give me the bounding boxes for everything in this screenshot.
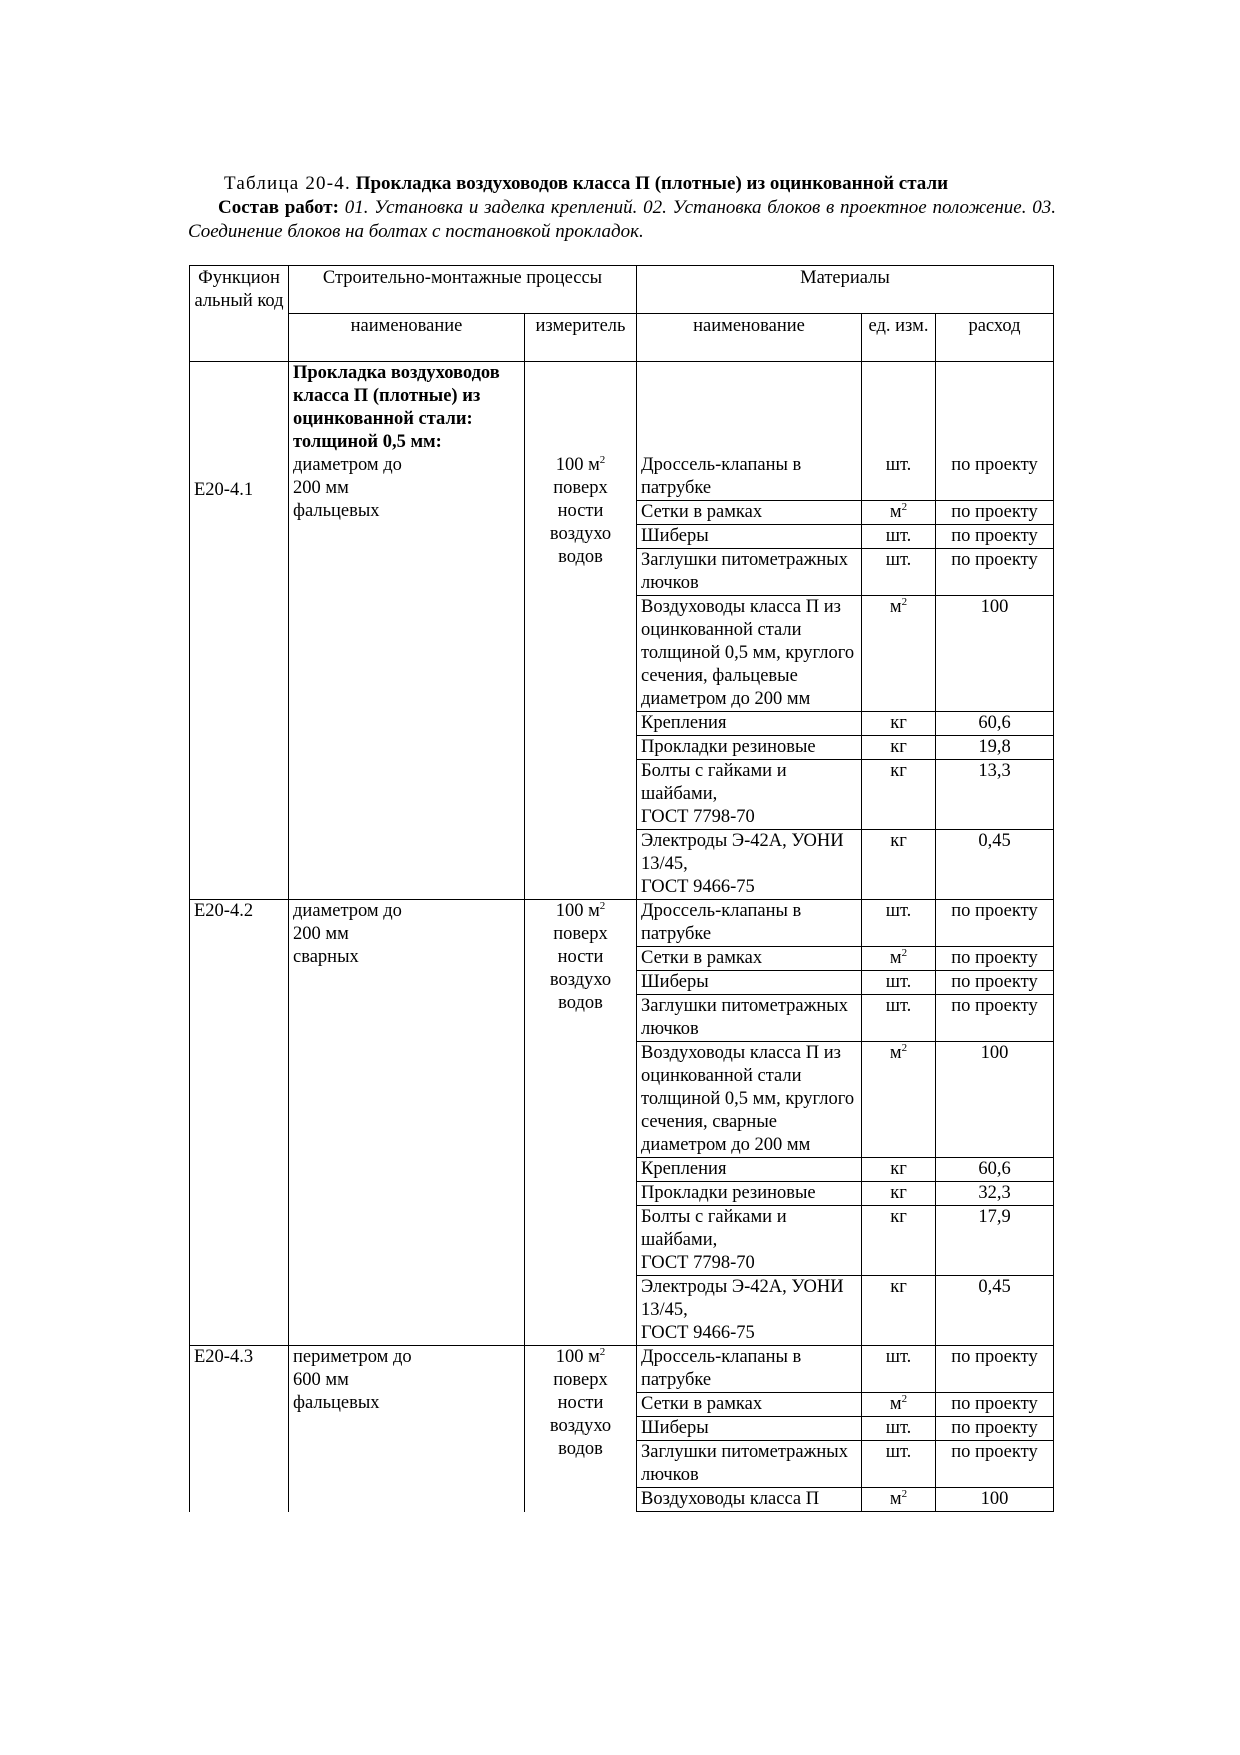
amount-text: по проекту — [951, 455, 1038, 475]
meter — [525, 900, 637, 1346]
meter-rest: поверх ности воздухо водов — [549, 924, 612, 1013]
material-amount — [936, 1488, 1054, 1512]
material-name-text: Болты с гайками и шайбами, ГОСТ 7798-70 — [641, 761, 787, 827]
amount-text: 100 — [980, 597, 1009, 617]
unit-sup: 2 — [901, 595, 908, 608]
material-name-text: Сетки в рамках — [641, 502, 763, 522]
material-amount — [936, 362, 1054, 501]
unit-sup: 2 — [901, 946, 908, 959]
unit-text: м — [889, 1043, 902, 1063]
material-name — [637, 760, 862, 830]
amount-text: 100 — [980, 1489, 1009, 1509]
meter-sup: 2 — [599, 899, 606, 912]
amount-text: 60,6 — [978, 713, 1011, 733]
unit-text: шт. — [885, 455, 912, 475]
work-composition-label: Состав работ: — [218, 197, 339, 218]
material-name-text: Электроды Э-42А, УОНИ 13/45, ГОСТ 9466-75 — [641, 831, 844, 897]
material-unit — [862, 525, 936, 549]
table-title: Прокладка воздуховодов класса П (плотные) из оцинкованной стали — [355, 173, 949, 194]
material-name — [637, 712, 862, 736]
unit-text: м — [889, 1489, 902, 1509]
unit-text: кг — [890, 1159, 907, 1179]
amount-text: по проекту — [951, 996, 1038, 1016]
material-amount — [936, 501, 1054, 525]
amount-text: 17,9 — [978, 1207, 1011, 1227]
amount-text: по проекту — [951, 550, 1038, 570]
func-code: Е20-4.1 — [190, 362, 289, 900]
materials-table — [189, 265, 1054, 1512]
material-name-text: Заглушки питометражных лючков — [641, 550, 848, 593]
material-name — [637, 1488, 862, 1512]
material-name — [637, 1158, 862, 1182]
unit-text: кг — [890, 761, 907, 781]
material-amount — [936, 596, 1054, 712]
material-unit — [862, 947, 936, 971]
material-name — [637, 1042, 862, 1158]
material-amount — [936, 971, 1054, 995]
material-unit — [862, 596, 936, 712]
process-name — [289, 362, 525, 900]
amount-text: 60,6 — [978, 1159, 1011, 1179]
table-row — [190, 900, 1054, 947]
process-name-text: диаметром до 200 мм фальцевых — [293, 455, 402, 521]
process-name — [289, 1346, 525, 1512]
unit-sup: 2 — [901, 1041, 908, 1054]
process-name-text: диаметром до 200 мм сварных — [293, 901, 402, 967]
material-unit — [862, 995, 936, 1042]
amount-text: по проекту — [951, 1418, 1038, 1438]
amount-text: 100 — [980, 1043, 1009, 1063]
material-amount — [936, 1182, 1054, 1206]
material-amount — [936, 1206, 1054, 1276]
amount-text: по проекту — [951, 502, 1038, 522]
material-unit — [862, 900, 936, 947]
meter-value: 100 м — [555, 1347, 600, 1367]
amount-text: по проекту — [951, 1394, 1038, 1414]
table-caption — [188, 172, 1056, 244]
material-unit — [862, 1393, 936, 1417]
meter-rest: поверх ности воздухо водов — [549, 478, 612, 567]
unit-text: м — [889, 948, 902, 968]
material-name-text: Воздуховоды класса П — [641, 1489, 820, 1509]
material-name-text: Дроссель-клапаны в патрубке — [641, 901, 802, 944]
material-unit — [862, 760, 936, 830]
amount-text: 19,8 — [978, 737, 1011, 757]
material-name-text: Прокладки резиновые — [641, 737, 816, 757]
material-amount — [936, 712, 1054, 736]
material-amount — [936, 1441, 1054, 1488]
material-name — [637, 736, 862, 760]
material-name — [637, 1441, 862, 1488]
material-unit — [862, 830, 936, 900]
material-name — [637, 995, 862, 1042]
process-name — [289, 900, 525, 1346]
material-unit — [862, 1182, 936, 1206]
unit-sup: 2 — [901, 1392, 908, 1405]
material-name-text: Шиберы — [641, 1418, 709, 1438]
header-consumption: расход — [936, 314, 1054, 362]
amount-text: по проекту — [951, 1347, 1038, 1367]
work-composition-text: 01. Установка и заделка креплений. 02. Установка блоков в проектное положение. 03. Соединение блоков на болтах с постановкой прокладок. — [188, 197, 1056, 242]
table-row — [190, 1346, 1054, 1393]
unit-text: кг — [890, 831, 907, 851]
amount-text: 0,45 — [978, 831, 1011, 851]
unit-text: м — [889, 502, 902, 522]
meter — [525, 1346, 637, 1512]
amount-text: по проекту — [951, 948, 1038, 968]
meter-value: 100 м — [555, 455, 600, 475]
header-materials: Материалы — [637, 266, 1054, 314]
header-unit: ед. изм. — [862, 314, 936, 362]
material-name-text: Болты с гайками и шайбами, ГОСТ 7798-70 — [641, 1207, 787, 1273]
header-meter: измеритель — [525, 314, 637, 362]
header-processes: Строительно-монтажные процессы — [289, 266, 637, 314]
material-name — [637, 1182, 862, 1206]
func-code: Е20-4.2 — [190, 900, 289, 1346]
meter — [525, 362, 637, 900]
unit-sup: 2 — [901, 500, 908, 513]
unit-text: шт. — [885, 550, 912, 570]
material-name-text: Шиберы — [641, 972, 709, 992]
material-name-text: Шиберы — [641, 526, 709, 546]
amount-text: по проекту — [951, 526, 1038, 546]
meter-sup: 2 — [599, 453, 606, 466]
table-number: Таблица 20-4. — [224, 173, 351, 194]
material-name — [637, 971, 862, 995]
unit-text: м — [889, 1394, 902, 1414]
material-unit — [862, 1276, 936, 1346]
unit-text: кг — [890, 1183, 907, 1203]
material-amount — [936, 1158, 1054, 1182]
material-unit — [862, 712, 936, 736]
caption-line — [188, 172, 1056, 196]
material-name-text: Крепления — [641, 1159, 727, 1179]
material-name-text: Дроссель-клапаны в патрубке — [641, 1347, 802, 1390]
material-unit — [862, 549, 936, 596]
unit-text: шт. — [885, 901, 912, 921]
material-name-text: Заглушки питометражных лючков — [641, 996, 848, 1039]
material-name — [637, 947, 862, 971]
material-name-text: Сетки в рамках — [641, 1394, 763, 1414]
material-unit — [862, 1158, 936, 1182]
material-name-text: Воздуховоды класса П из оцинкованной стали толщиной 0,5 мм, круглого сечения, фальцевые диаметром до 200 мм — [641, 597, 855, 709]
material-name — [637, 1346, 862, 1393]
header-name: наименование — [289, 314, 525, 362]
material-amount — [936, 1042, 1054, 1158]
amount-text: 0,45 — [978, 1277, 1011, 1297]
unit-text: шт. — [885, 1418, 912, 1438]
material-unit — [862, 362, 936, 501]
material-name — [637, 525, 862, 549]
material-amount — [936, 830, 1054, 900]
material-name — [637, 900, 862, 947]
amount-text: по проекту — [951, 1442, 1038, 1462]
meter-value: 100 м — [555, 901, 600, 921]
meter-rest: поверх ности воздухо водов — [549, 1370, 612, 1459]
material-name-text: Электроды Э-42А, УОНИ 13/45, ГОСТ 9466-75 — [641, 1277, 844, 1343]
unit-text: кг — [890, 737, 907, 757]
amount-text: по проекту — [951, 972, 1038, 992]
material-unit — [862, 736, 936, 760]
material-unit — [862, 1042, 936, 1158]
func-code: Е20-4.3 — [190, 1346, 289, 1512]
material-name-text: Крепления — [641, 713, 727, 733]
material-amount — [936, 736, 1054, 760]
unit-text: шт. — [885, 996, 912, 1016]
material-name — [637, 362, 862, 501]
unit-text: шт. — [885, 526, 912, 546]
material-amount — [936, 900, 1054, 947]
material-amount — [936, 947, 1054, 971]
header-material-name: наименование — [637, 314, 862, 362]
material-name-text: Воздуховоды класса П из оцинкованной стали толщиной 0,5 мм, круглого сечения, сварные диаметром до 200 мм — [641, 1043, 855, 1155]
material-name-text: Сетки в рамках — [641, 948, 763, 968]
amount-text: 13,3 — [978, 761, 1011, 781]
unit-text: кг — [890, 1207, 907, 1227]
amount-text: 32,3 — [978, 1183, 1011, 1203]
material-name — [637, 501, 862, 525]
material-amount — [936, 525, 1054, 549]
material-name — [637, 1206, 862, 1276]
material-name-text: Заглушки питометражных лючков — [641, 1442, 848, 1485]
amount-text: по проекту — [951, 901, 1038, 921]
material-name — [637, 596, 862, 712]
unit-text: шт. — [885, 972, 912, 992]
material-unit — [862, 1488, 936, 1512]
unit-sup: 2 — [901, 1487, 908, 1500]
material-unit — [862, 1417, 936, 1441]
material-name — [637, 549, 862, 596]
unit-text: м — [889, 597, 902, 617]
material-amount — [936, 1417, 1054, 1441]
unit-text: кг — [890, 713, 907, 733]
material-unit — [862, 1346, 936, 1393]
material-unit — [862, 971, 936, 995]
header-func-code: Функцион альный код — [190, 266, 289, 362]
section-title: Прокладка воздуховодов класса П (плотные) из оцинкованной стали: толщиной 0,5 мм: — [293, 363, 500, 452]
material-name-text: Прокладки резиновые — [641, 1183, 816, 1203]
material-amount — [936, 1276, 1054, 1346]
material-name — [637, 1417, 862, 1441]
material-unit — [862, 1206, 936, 1276]
process-name-text: периметром до 600 мм фальцевых — [293, 1347, 412, 1413]
material-amount — [936, 760, 1054, 830]
material-name — [637, 830, 862, 900]
material-name — [637, 1393, 862, 1417]
material-unit — [862, 1441, 936, 1488]
material-unit — [862, 501, 936, 525]
material-amount — [936, 1346, 1054, 1393]
material-name-text: Дроссель-клапаны в патрубке — [641, 455, 802, 498]
unit-text: шт. — [885, 1442, 912, 1462]
material-amount — [936, 995, 1054, 1042]
material-amount — [936, 1393, 1054, 1417]
unit-text: шт. — [885, 1347, 912, 1367]
unit-text: кг — [890, 1277, 907, 1297]
work-composition — [188, 196, 1056, 244]
material-name — [637, 1276, 862, 1346]
meter-sup: 2 — [599, 1345, 606, 1358]
material-amount — [936, 549, 1054, 596]
table-row — [190, 362, 1054, 501]
